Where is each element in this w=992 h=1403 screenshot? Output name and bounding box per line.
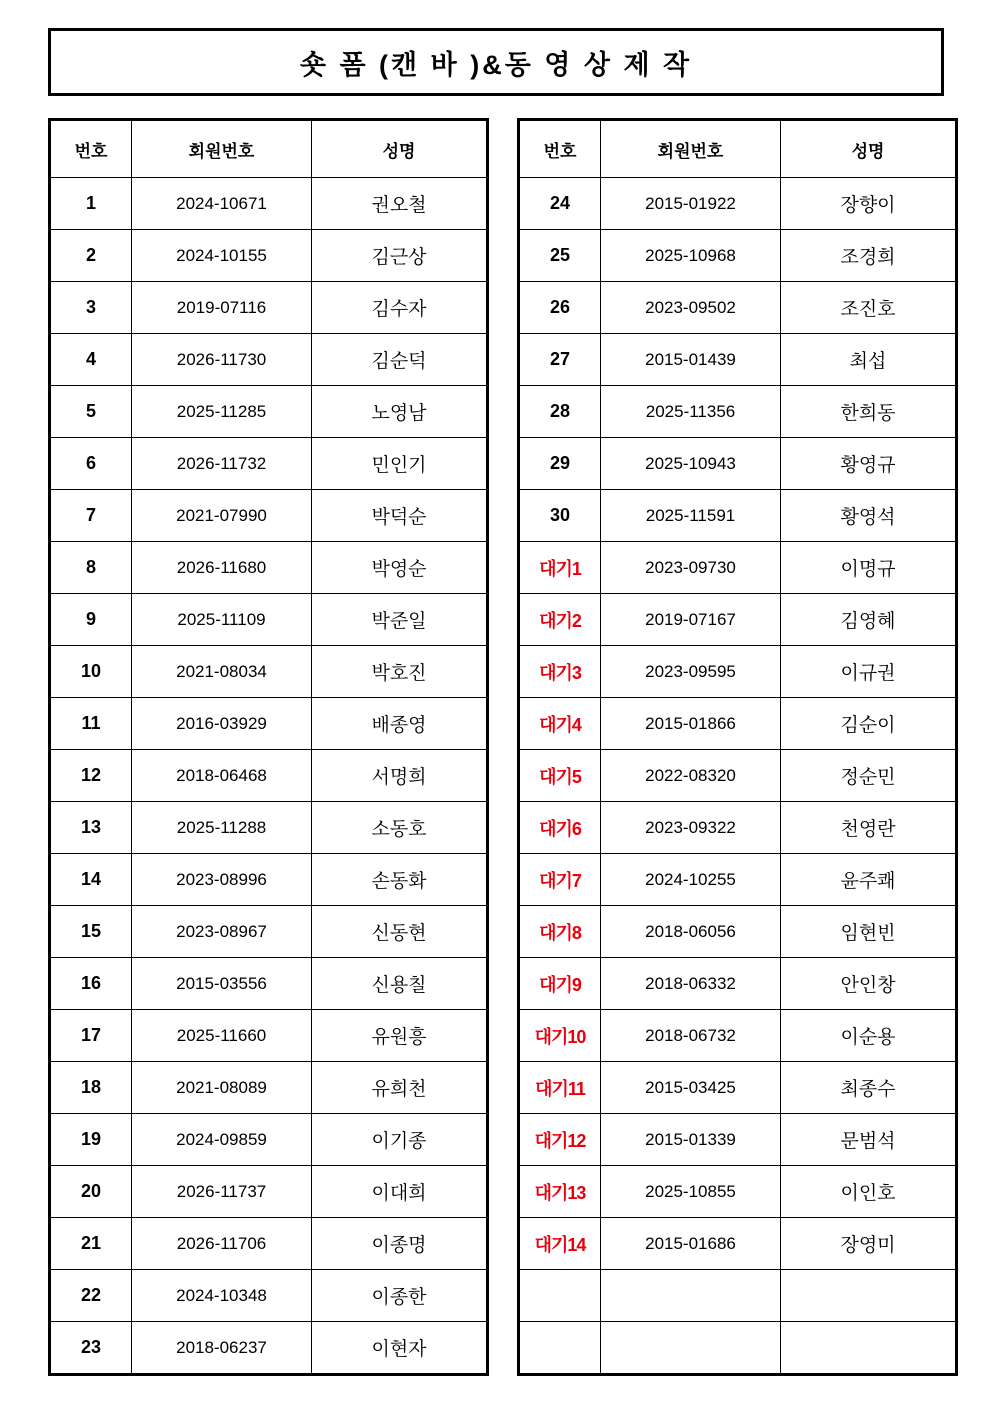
cell-member-id: 2016-03929 xyxy=(132,698,312,750)
cell-name: 이기종 xyxy=(312,1114,488,1166)
cell-name: 황영석 xyxy=(781,490,957,542)
cell-name: 황영규 xyxy=(781,438,957,490)
cell-name: 장영미 xyxy=(781,1218,957,1270)
cell-no: 7 xyxy=(50,490,132,542)
table-row xyxy=(50,1010,488,1062)
cell-no: 대기6 xyxy=(519,802,601,854)
table-row xyxy=(519,1270,957,1322)
table-row xyxy=(519,698,957,750)
cell-member-id: 2019-07167 xyxy=(601,594,781,646)
cell-no: 22 xyxy=(50,1270,132,1322)
cell-name: 최섭 xyxy=(781,334,957,386)
tables-container xyxy=(48,118,944,1376)
cell-no: 12 xyxy=(50,750,132,802)
table-row xyxy=(519,438,957,490)
cell-no: 16 xyxy=(50,958,132,1010)
cell-no: 28 xyxy=(519,386,601,438)
table-row xyxy=(50,1218,488,1270)
cell-member-id xyxy=(601,1270,781,1322)
cell-no: 대기11 xyxy=(519,1062,601,1114)
table-row xyxy=(519,490,957,542)
cell-member-id: 2015-03425 xyxy=(601,1062,781,1114)
cell-no xyxy=(519,1270,601,1322)
right-table-body xyxy=(519,178,957,1375)
cell-name: 이대희 xyxy=(312,1166,488,1218)
table-row xyxy=(50,906,488,958)
cell-no: 30 xyxy=(519,490,601,542)
cell-name: 안인창 xyxy=(781,958,957,1010)
cell-member-id: 2019-07116 xyxy=(132,282,312,334)
cell-no: 27 xyxy=(519,334,601,386)
table-row xyxy=(519,906,957,958)
cell-name: 노영남 xyxy=(312,386,488,438)
cell-name: 박영순 xyxy=(312,542,488,594)
cell-name: 김수자 xyxy=(312,282,488,334)
cell-member-id: 2026-11737 xyxy=(132,1166,312,1218)
cell-name: 민인기 xyxy=(312,438,488,490)
cell-no: 대기14 xyxy=(519,1218,601,1270)
cell-no: 대기4 xyxy=(519,698,601,750)
table-row xyxy=(519,854,957,906)
table-row xyxy=(519,386,957,438)
cell-no: 대기7 xyxy=(519,854,601,906)
cell-member-id: 2023-08996 xyxy=(132,854,312,906)
cell-member-id: 2025-11660 xyxy=(132,1010,312,1062)
cell-member-id: 2025-11356 xyxy=(601,386,781,438)
table-row xyxy=(50,750,488,802)
cell-no: 대기1 xyxy=(519,542,601,594)
cell-member-id: 2025-10968 xyxy=(601,230,781,282)
cell-name: 임현빈 xyxy=(781,906,957,958)
table-row xyxy=(50,178,488,230)
cell-member-id: 2015-01439 xyxy=(601,334,781,386)
cell-no: 3 xyxy=(50,282,132,334)
cell-no: 14 xyxy=(50,854,132,906)
cell-no: 21 xyxy=(50,1218,132,1270)
cell-name: 권오철 xyxy=(312,178,488,230)
cell-no: 대기9 xyxy=(519,958,601,1010)
cell-member-id: 2024-10155 xyxy=(132,230,312,282)
column-header-name: 성명 xyxy=(781,120,957,178)
table-row xyxy=(519,542,957,594)
cell-no: 1 xyxy=(50,178,132,230)
cell-name: 이종한 xyxy=(312,1270,488,1322)
cell-no: 8 xyxy=(50,542,132,594)
cell-no: 10 xyxy=(50,646,132,698)
table-row xyxy=(519,1218,957,1270)
table-row xyxy=(519,1322,957,1375)
column-header-member-id: 회원번호 xyxy=(132,120,312,178)
cell-no: 대기10 xyxy=(519,1010,601,1062)
cell-name: 윤주쾌 xyxy=(781,854,957,906)
cell-name: 정순민 xyxy=(781,750,957,802)
cell-member-id: 2023-09502 xyxy=(601,282,781,334)
cell-member-id: 2025-10855 xyxy=(601,1166,781,1218)
cell-name: 천영란 xyxy=(781,802,957,854)
cell-no: 대기2 xyxy=(519,594,601,646)
cell-member-id: 2025-11109 xyxy=(132,594,312,646)
cell-no: 대기8 xyxy=(519,906,601,958)
cell-no: 15 xyxy=(50,906,132,958)
table-row xyxy=(519,282,957,334)
cell-member-id: 2018-06056 xyxy=(601,906,781,958)
cell-name: 이종명 xyxy=(312,1218,488,1270)
cell-no: 13 xyxy=(50,802,132,854)
cell-no: 6 xyxy=(50,438,132,490)
table-row xyxy=(519,1166,957,1218)
column-header-no: 번호 xyxy=(519,120,601,178)
cell-member-id: 2024-10348 xyxy=(132,1270,312,1322)
table-row xyxy=(50,698,488,750)
table-row xyxy=(50,1270,488,1322)
cell-no: 23 xyxy=(50,1322,132,1375)
table-row xyxy=(50,1114,488,1166)
table-row xyxy=(50,542,488,594)
cell-name: 이순용 xyxy=(781,1010,957,1062)
cell-member-id: 2022-08320 xyxy=(601,750,781,802)
table-row xyxy=(50,802,488,854)
cell-name: 한희동 xyxy=(781,386,957,438)
cell-name: 유원흥 xyxy=(312,1010,488,1062)
table-row xyxy=(50,854,488,906)
table-row xyxy=(50,1322,488,1375)
cell-member-id: 2023-09730 xyxy=(601,542,781,594)
table-row xyxy=(519,802,957,854)
cell-member-id xyxy=(601,1322,781,1375)
cell-member-id: 2026-11732 xyxy=(132,438,312,490)
cell-name: 최종수 xyxy=(781,1062,957,1114)
right-roster-table xyxy=(517,118,958,1376)
cell-member-id: 2021-08034 xyxy=(132,646,312,698)
cell-member-id: 2015-01922 xyxy=(601,178,781,230)
cell-name: 소동호 xyxy=(312,802,488,854)
table-row xyxy=(519,1062,957,1114)
cell-member-id: 2015-03556 xyxy=(132,958,312,1010)
table-row xyxy=(50,958,488,1010)
cell-name: 김순덕 xyxy=(312,334,488,386)
cell-name: 김근상 xyxy=(312,230,488,282)
cell-no xyxy=(519,1322,601,1375)
cell-member-id: 2018-06332 xyxy=(601,958,781,1010)
document-title-box xyxy=(48,28,944,96)
cell-member-id: 2018-06732 xyxy=(601,1010,781,1062)
cell-no: 19 xyxy=(50,1114,132,1166)
cell-member-id: 2025-10943 xyxy=(601,438,781,490)
cell-name: 이현자 xyxy=(312,1322,488,1375)
cell-member-id: 2025-11591 xyxy=(601,490,781,542)
table-row xyxy=(519,958,957,1010)
table-row xyxy=(50,386,488,438)
cell-name: 김영혜 xyxy=(781,594,957,646)
cell-name: 이인호 xyxy=(781,1166,957,1218)
cell-name: 문범석 xyxy=(781,1114,957,1166)
cell-member-id: 2025-11285 xyxy=(132,386,312,438)
cell-name: 신용칠 xyxy=(312,958,488,1010)
cell-no: 20 xyxy=(50,1166,132,1218)
table-row xyxy=(50,230,488,282)
cell-member-id: 2024-09859 xyxy=(132,1114,312,1166)
cell-no: 대기13 xyxy=(519,1166,601,1218)
cell-member-id: 2026-11706 xyxy=(132,1218,312,1270)
cell-no: 대기12 xyxy=(519,1114,601,1166)
cell-name: 신동현 xyxy=(312,906,488,958)
table-row xyxy=(50,646,488,698)
table-row xyxy=(50,490,488,542)
cell-name: 손동화 xyxy=(312,854,488,906)
cell-no: 18 xyxy=(50,1062,132,1114)
table-header-row xyxy=(50,120,488,178)
cell-name: 박준일 xyxy=(312,594,488,646)
cell-member-id: 2025-11288 xyxy=(132,802,312,854)
column-header-member-id: 회원번호 xyxy=(601,120,781,178)
table-row xyxy=(519,750,957,802)
table-row xyxy=(519,178,957,230)
cell-member-id: 2023-09595 xyxy=(601,646,781,698)
cell-no: 29 xyxy=(519,438,601,490)
cell-member-id: 2024-10671 xyxy=(132,178,312,230)
cell-member-id: 2023-08967 xyxy=(132,906,312,958)
cell-member-id: 2026-11730 xyxy=(132,334,312,386)
cell-name: 김순이 xyxy=(781,698,957,750)
cell-name: 장향이 xyxy=(781,178,957,230)
cell-name xyxy=(781,1322,957,1375)
cell-no: 2 xyxy=(50,230,132,282)
cell-name xyxy=(781,1270,957,1322)
table-row xyxy=(519,646,957,698)
cell-name: 이명규 xyxy=(781,542,957,594)
table-row xyxy=(50,1166,488,1218)
cell-no: 9 xyxy=(50,594,132,646)
column-header-name: 성명 xyxy=(312,120,488,178)
cell-member-id: 2026-11680 xyxy=(132,542,312,594)
cell-member-id: 2018-06468 xyxy=(132,750,312,802)
table-row xyxy=(519,1114,957,1166)
cell-name: 박호진 xyxy=(312,646,488,698)
table-row xyxy=(519,594,957,646)
column-header-no: 번호 xyxy=(50,120,132,178)
cell-no: 11 xyxy=(50,698,132,750)
cell-no: 대기3 xyxy=(519,646,601,698)
cell-name: 서명희 xyxy=(312,750,488,802)
cell-member-id: 2024-10255 xyxy=(601,854,781,906)
table-row xyxy=(519,334,957,386)
left-table-body xyxy=(50,178,488,1375)
table-header-row xyxy=(519,120,957,178)
table-row xyxy=(50,1062,488,1114)
cell-no: 대기5 xyxy=(519,750,601,802)
cell-member-id: 2015-01686 xyxy=(601,1218,781,1270)
table-row xyxy=(50,282,488,334)
cell-no: 17 xyxy=(50,1010,132,1062)
cell-member-id: 2018-06237 xyxy=(132,1322,312,1375)
cell-no: 5 xyxy=(50,386,132,438)
cell-member-id: 2021-07990 xyxy=(132,490,312,542)
cell-no: 25 xyxy=(519,230,601,282)
table-row xyxy=(519,1010,957,1062)
table-row xyxy=(50,438,488,490)
table-row xyxy=(519,230,957,282)
cell-name: 유희천 xyxy=(312,1062,488,1114)
cell-no: 4 xyxy=(50,334,132,386)
cell-name: 조경희 xyxy=(781,230,957,282)
cell-member-id: 2015-01339 xyxy=(601,1114,781,1166)
cell-name: 이규권 xyxy=(781,646,957,698)
cell-no: 24 xyxy=(519,178,601,230)
cell-name: 박덕순 xyxy=(312,490,488,542)
table-row xyxy=(50,334,488,386)
cell-name: 배종영 xyxy=(312,698,488,750)
cell-name: 조진호 xyxy=(781,282,957,334)
cell-member-id: 2015-01866 xyxy=(601,698,781,750)
cell-member-id: 2021-08089 xyxy=(132,1062,312,1114)
page-title: 숏 폼 (캔 바 )&동 영 상 제 작 xyxy=(299,49,693,80)
cell-no: 26 xyxy=(519,282,601,334)
left-roster-table xyxy=(48,118,489,1376)
table-row xyxy=(50,594,488,646)
cell-member-id: 2023-09322 xyxy=(601,802,781,854)
